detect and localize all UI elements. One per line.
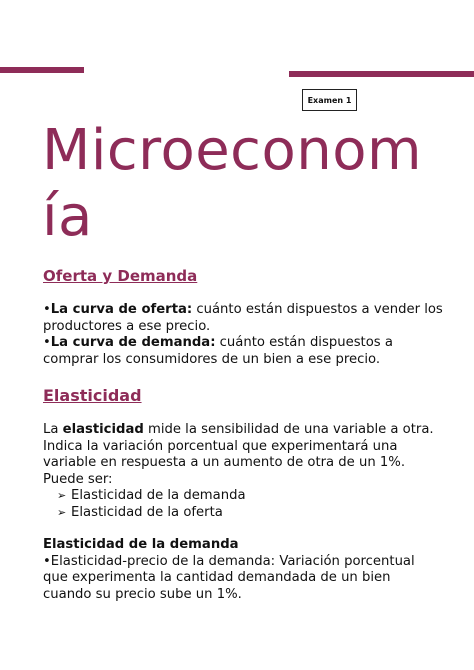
spacer [43,286,443,302]
puede-ser-label: Puede ser: [43,471,113,487]
bullet-dot: • [43,335,51,350]
section-heading-elasticidad: Elasticidad [43,386,142,405]
bullet-term: La curva de demanda: [50,335,216,350]
spacer [43,406,443,422]
exam-label-box [302,89,357,111]
accent-bar-right [289,71,474,77]
accent-bar-left [0,67,84,73]
bullet-item-oferta [43,302,443,335]
list-item-text: Elasticidad de la demanda [71,488,246,503]
spacer [43,368,443,386]
intro-post: mide la sensibilidad de una variable a otra. Indica la variación porcentual que experimentará una variable en respuesta a un aumento de otra de un 1%. [43,422,434,470]
intro-pre: La [43,422,63,437]
document-title [42,118,462,250]
intro-term: elasticidad [62,422,144,437]
arrow-bullet-icon: ➢ [57,505,67,519]
bullet-dot: • [43,302,51,317]
title-line-1: Microeconom [42,118,423,183]
subheading-elasticidad-demanda: Elasticidad de la demanda [43,537,239,552]
bullet-dot: • [43,553,51,569]
bullet-item-elasticidad-precio [43,554,443,604]
bullet-text: cuánto están dispuestos a vender los productores a ese precio. [43,302,443,334]
bullet-text: cuánto están dispuestos a comprar los consumidores de un bien a ese precio. [43,335,393,367]
document-body [43,266,443,603]
elasticidad-intro [43,422,443,472]
arrow-bullet-icon: ➢ [57,489,67,502]
section-heading-oferta-demanda: Oferta y Demanda [43,267,198,285]
title-line-2: ía [42,184,93,249]
bullet-text: Elasticidad-precio de la demanda: Variación porcentual que experimenta la cantidad demandada de un bien cuando su precio sube un 1%. [43,553,415,602]
exam-label: Examen 1 [307,95,352,105]
list-item-text: Elasticidad de la oferta [71,504,223,520]
list-item [43,488,443,505]
list-item [43,505,443,522]
spacer [43,521,443,537]
bullet-term: La curva de oferta: [50,302,193,317]
bullet-item-demanda [43,335,443,368]
